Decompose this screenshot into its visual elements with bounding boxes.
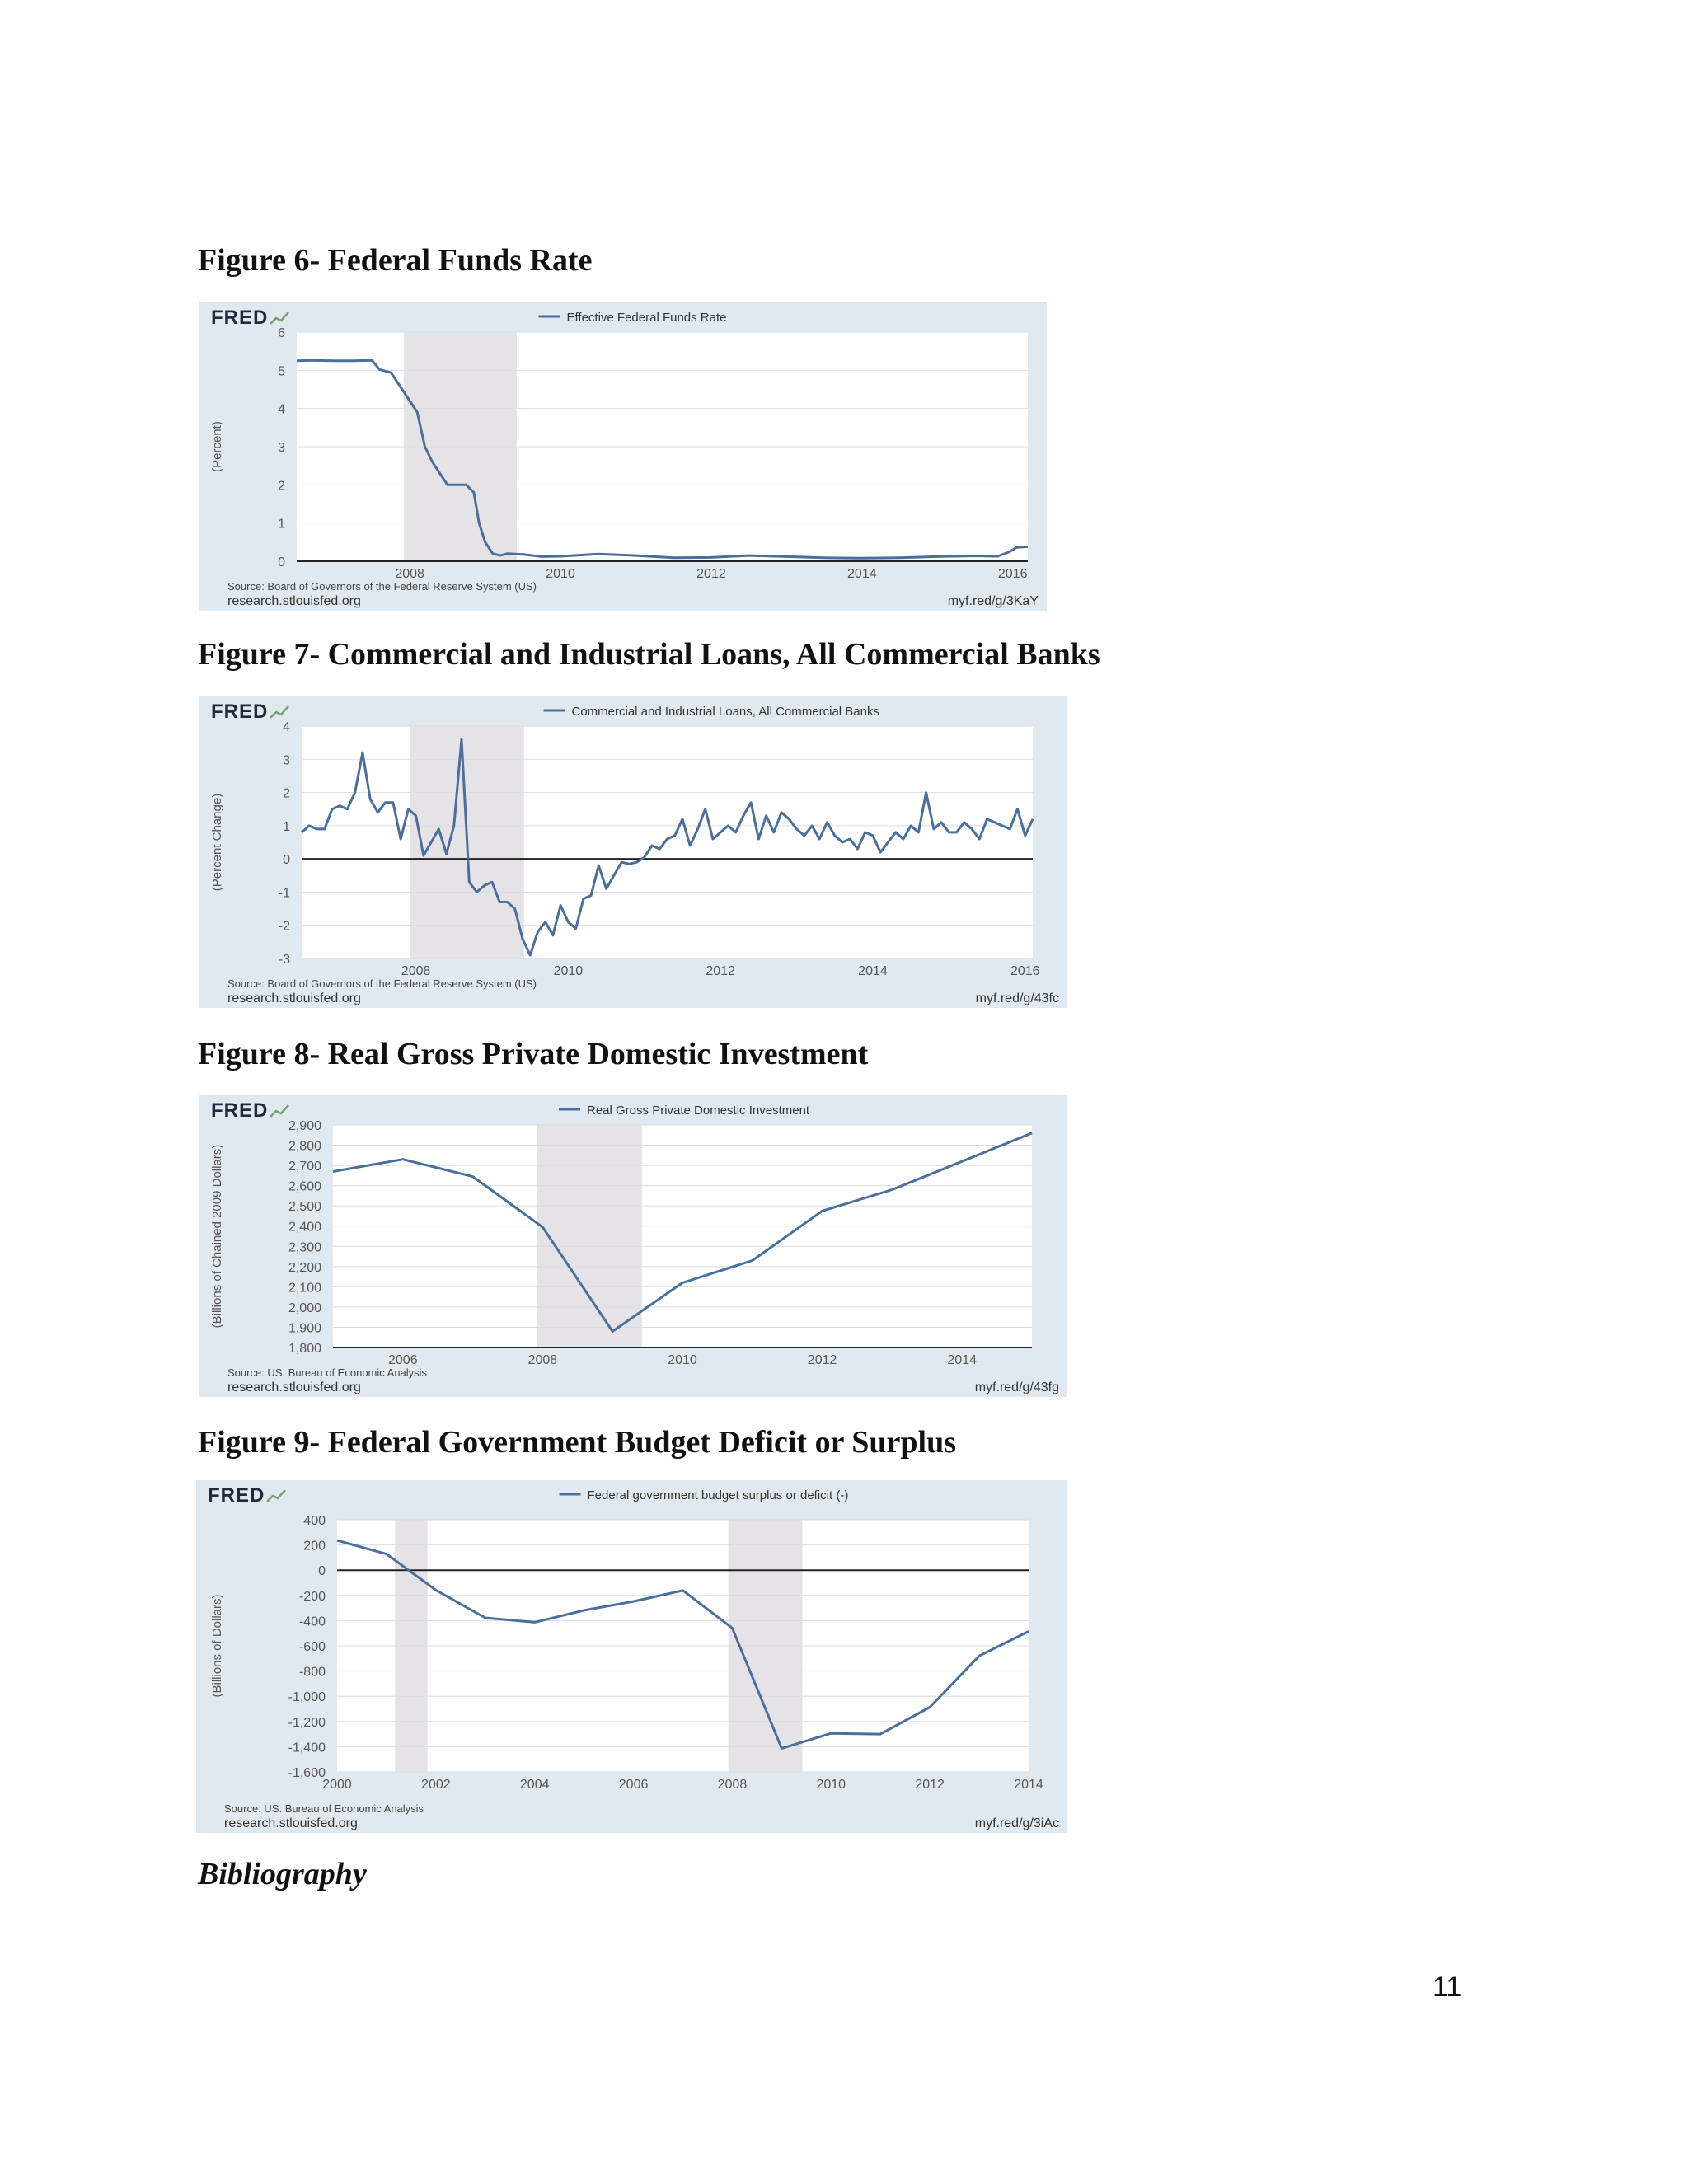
fred-logo-text: FRED [208, 1484, 265, 1507]
y-tick-label: 2,800 [288, 1139, 321, 1154]
x-tick-label: 2008 [528, 1353, 558, 1367]
short-url: myf.red/g/3KaY [947, 594, 1039, 608]
fred-logo-text: FRED [211, 701, 269, 723]
y-tick-label: -1,600 [288, 1766, 326, 1780]
x-tick-label: 2000 [322, 1778, 352, 1792]
y-tick-label: 2,900 [288, 1119, 321, 1133]
y-tick-label: 2,700 [288, 1160, 321, 1174]
y-tick-label: 2,500 [288, 1200, 321, 1215]
y-tick-label: 1 [283, 819, 290, 834]
fred-chart-federal-funds-rate [199, 302, 1047, 611]
y-tick-label: -3 [278, 953, 290, 967]
figure-9-title: Figure 9- Federal Government Budget Deficit or Surplus [198, 1425, 956, 1460]
x-tick-label: 2014 [947, 1353, 977, 1367]
fred-logo-icon [270, 312, 288, 324]
x-tick-label: 2012 [696, 567, 726, 581]
x-tick-label: 2006 [618, 1778, 649, 1792]
fred-logo-icon [267, 1490, 285, 1502]
recession-band [537, 1125, 642, 1347]
x-tick-label: 2002 [421, 1778, 451, 1792]
source-text: Source: US. Bureau of Economic Analysis [227, 1366, 428, 1379]
x-tick-label: 2008 [395, 567, 424, 581]
y-tick-label: -600 [298, 1640, 326, 1654]
x-tick-label: 2010 [816, 1778, 846, 1792]
x-tick-label: 2010 [553, 964, 584, 978]
y-tick-label: 1 [278, 517, 285, 532]
x-tick-label: 2012 [915, 1778, 945, 1792]
x-tick-label: 2012 [807, 1353, 837, 1367]
y-axis-label: (Billions of Dollars) [210, 1594, 224, 1698]
x-tick-label: 2014 [1014, 1778, 1043, 1792]
y-tick-label: 5 [278, 364, 285, 379]
fred-chart-federal-budget-deficit-surplus [196, 1480, 1067, 1833]
source-text: Source: US. Bureau of Economic Analysis [224, 1802, 424, 1815]
y-tick-label: -1,400 [288, 1741, 326, 1755]
y-tick-label: -1,000 [288, 1690, 326, 1705]
x-tick-label: 2012 [706, 964, 735, 978]
chart-svg [196, 1480, 1067, 1833]
y-tick-label: -1 [278, 886, 290, 901]
y-tick-label: 0 [318, 1564, 326, 1579]
fred-logo-icon [270, 706, 288, 718]
figure-8-title: Figure 8- Real Gross Private Domestic Investment [198, 1037, 869, 1071]
y-tick-label: 1,800 [288, 1342, 321, 1356]
y-tick-label: 3 [278, 441, 285, 455]
y-tick-label: -800 [298, 1665, 326, 1680]
y-axis-label: (Percent Change) [210, 793, 224, 892]
short-url: myf.red/g/43fg [974, 1380, 1059, 1394]
y-tick-label: 2,200 [288, 1260, 321, 1275]
x-tick-label: 2016 [1010, 964, 1040, 978]
figure-7-title: Figure 7- Commercial and Industrial Loans, All Commercial Banks [198, 637, 1100, 672]
x-tick-label: 2014 [858, 964, 888, 978]
legend-label: Real Gross Private Domestic Investment [587, 1104, 810, 1118]
y-tick-label: 200 [303, 1539, 326, 1554]
y-axis-label: (Percent) [210, 421, 224, 472]
y-tick-label: -200 [298, 1589, 326, 1604]
chart-svg [199, 302, 1047, 611]
y-tick-label: 6 [278, 326, 285, 340]
chart-svg [199, 1095, 1067, 1397]
site-text: research.stlouisfed.org [227, 594, 361, 608]
fred-chart-commercial-industrial-loans [199, 696, 1067, 1008]
fred-logo-icon [270, 1105, 288, 1117]
x-tick-label: 2004 [519, 1778, 550, 1792]
source-text: Source: Board of Governors of the Federal Reserve System (US) [227, 977, 537, 990]
y-tick-label: 4 [278, 402, 285, 417]
y-tick-label: 2,100 [288, 1281, 321, 1296]
plot-area [333, 1125, 1032, 1347]
legend-label: Commercial and Industrial Loans, All Commercial Banks [571, 705, 879, 719]
y-tick-label: 2 [278, 479, 285, 494]
source-text: Source: Board of Governors of the Federal Reserve System (US) [227, 580, 537, 593]
site-text: research.stlouisfed.org [227, 991, 361, 1005]
x-tick-label: 2010 [668, 1353, 697, 1367]
y-tick-label: 2 [283, 786, 290, 801]
figure-6-title: Figure 6- Federal Funds Rate [198, 243, 593, 278]
bibliography-heading: Bibliography [198, 1857, 367, 1891]
y-tick-label: 0 [278, 555, 285, 569]
fred-logo-text: FRED [211, 307, 269, 329]
y-tick-label: 2,300 [288, 1240, 321, 1255]
y-tick-label: 2,600 [288, 1179, 321, 1194]
y-tick-label: 0 [283, 853, 290, 868]
fred-logo-text: FRED [211, 1099, 269, 1122]
x-tick-label: 2016 [997, 567, 1028, 581]
y-tick-label: 3 [283, 753, 290, 768]
y-tick-label: -400 [298, 1615, 326, 1629]
legend-label: Federal government budget surplus or deficit (-) [587, 1488, 849, 1502]
x-tick-label: 2010 [546, 567, 575, 581]
short-url: myf.red/g/43fc [975, 991, 1059, 1005]
y-axis-label: (Billions of Chained 2009 Dollars) [210, 1144, 224, 1329]
fred-chart-real-gross-private-domestic-investment [199, 1095, 1067, 1397]
site-text: research.stlouisfed.org [227, 1380, 361, 1394]
chart-svg [199, 696, 1067, 1008]
y-tick-label: 400 [303, 1514, 326, 1528]
page-number: 11 [1432, 1971, 1462, 2003]
y-tick-label: 4 [283, 720, 290, 734]
y-tick-label: 2,000 [288, 1301, 321, 1315]
y-tick-label: -2 [278, 919, 290, 934]
y-tick-label: -1,200 [288, 1715, 326, 1730]
site-text: research.stlouisfed.org [224, 1816, 358, 1830]
x-tick-label: 2008 [717, 1778, 748, 1792]
x-tick-label: 2008 [401, 964, 431, 978]
y-tick-label: 1,900 [288, 1321, 321, 1336]
x-tick-label: 2014 [847, 567, 877, 581]
y-tick-label: 2,400 [288, 1220, 321, 1235]
short-url: myf.red/g/3iAc [974, 1816, 1059, 1830]
x-tick-label: 2006 [388, 1353, 418, 1367]
legend-label: Effective Federal Funds Rate [566, 311, 727, 325]
